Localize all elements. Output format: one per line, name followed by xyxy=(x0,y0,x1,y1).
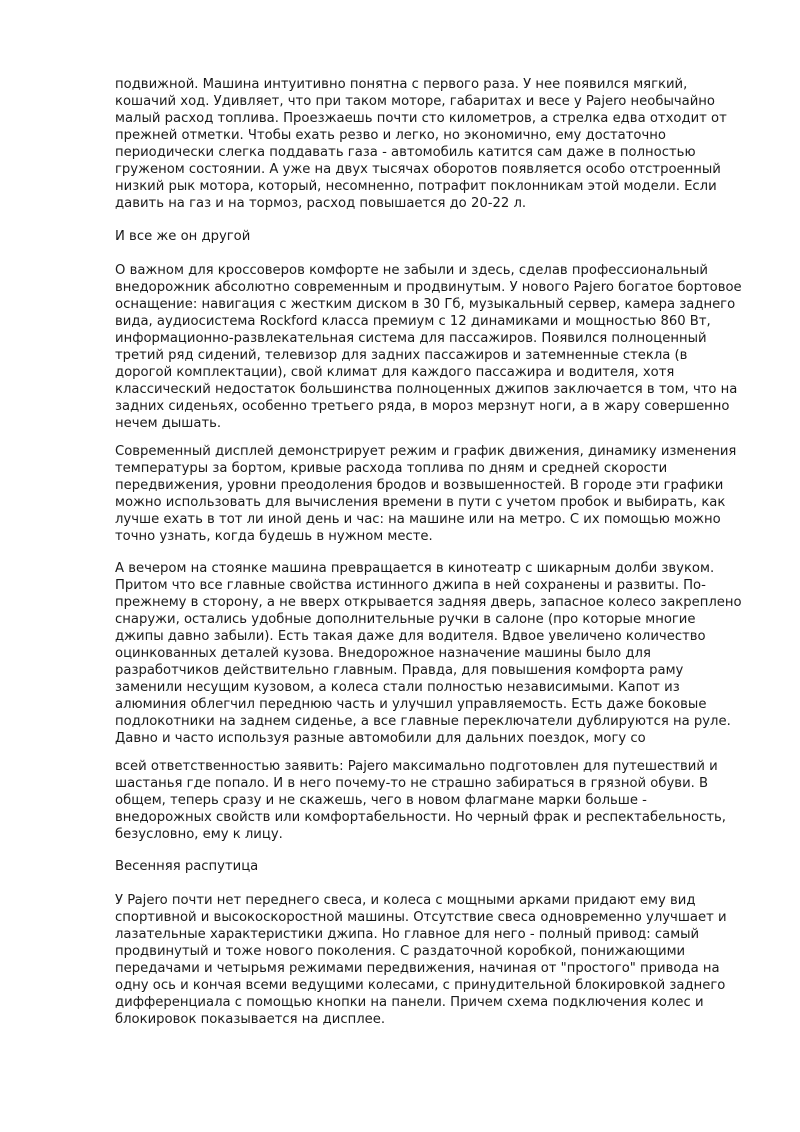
text-line: третий ряд сидений, телевизор для задних пассажиров и затемненные стекла (в xyxy=(115,348,688,363)
text-line: можно использовать для вычисления времени в пути с учетом пробок и выбирать, как xyxy=(115,495,726,510)
text-line: периодически слегка поддавать газа - автомобиль катится сам даже в полностью xyxy=(115,145,696,160)
text-line: разработчиков действительно главным. Правда, для повышения комфорта раму xyxy=(115,663,684,678)
text-line: подвижной. Машина интуитивно понятна с первого раза. У нее появился мягкий, xyxy=(115,77,688,92)
text-line: снаружи, остались удобные дополнительные ручки в салоне (про которые многие xyxy=(115,612,696,627)
section-heading-spring: Весенняя распутица xyxy=(115,859,259,874)
text-line: груженом состоянии. А уже на двух тысячах оборотов появляется особо отстроенный xyxy=(115,162,721,177)
text-line: алюминия облегчил переднюю часть и улучшил управляемость. Есть даже боковые xyxy=(115,697,707,712)
paragraph-comfort xyxy=(115,262,755,432)
text-line: внедорожник абсолютно современным и продвинутым. У нового Pajero богатое бортовое xyxy=(115,280,742,295)
text-line: У Pajero почти нет переднего свеса, и колеса с мощными арками придают ему вид xyxy=(115,893,696,908)
paragraph-display xyxy=(115,443,755,545)
text-line: безусловно, ему к лицу. xyxy=(115,827,283,842)
text-line: внедорожных свойств или комфортабельности. Но черный фрак и респектабельность, xyxy=(115,810,726,825)
text-line: оцинкованных деталей кузова. Внедорожное назначение машины было для xyxy=(115,646,651,661)
text-line: температуры за бортом, кривые расхода топлива по дням и средней скорости xyxy=(115,461,668,476)
text-line: малый расход топлива. Проезжаешь почти сто километров, а стрелка едва отходит от xyxy=(115,111,727,126)
text-line: нечем дышать. xyxy=(115,416,222,431)
text-line: Современный дисплей демонстрирует режим и график движения, динамику изменения xyxy=(115,444,737,459)
text-line: задних сиденьях, особенно третьего ряда, в мороз мерзнут ноги, а в жару совершенно xyxy=(115,399,730,414)
text-line: лучше ехать в тот ли иной день и час: на машине или на метро. С их помощью можно xyxy=(115,512,721,527)
text-line: Давно и часто используя разные автомобили для дальних поездок, могу со xyxy=(115,731,646,746)
text-line: шастанья где попало. И в него почему-то не страшно забираться в грязной обуви. В xyxy=(115,776,709,791)
text-line: лазательные характеристики джипа. Но главное для него - полный привод: самый xyxy=(115,927,700,942)
paragraph-fuel-economy xyxy=(115,76,755,212)
text-line: заменили несущим кузовом, а колеса стали полностью независимыми. Капот из xyxy=(115,680,680,695)
text-line: давить на газ и на тормоз, расход повышается до 20-22 л. xyxy=(115,196,527,211)
text-line: продвинутый и тоже нового поколения. С раздаточной коробкой, понижающими xyxy=(115,944,686,959)
text-line: передачами и четырьмя режимами передвижения, начиная от "простого" привода на xyxy=(115,961,720,976)
text-line: дифференциала с помощью кнопки на панели. Причем схема подключения колес и xyxy=(115,995,704,1010)
paragraph-drivetrain xyxy=(115,892,755,1028)
text-line: кошачий ход. Удивляет, что при таком моторе, габаритах и весе у Pajero необычайно xyxy=(115,94,715,109)
section-heading-different: И все же он другой xyxy=(115,229,251,244)
text-line: одну ось и кончая всеми ведущими колесами, с принудительной блокировкой заднего xyxy=(115,978,726,993)
text-line: классический недостаток большинства полноценных джипов заключается в том, что на xyxy=(115,382,738,397)
text-line: Притом что все главные свойства истинного джипа в ней сохранены и развиты. По- xyxy=(115,578,706,593)
text-line: передвижения, уровни преодоления бродов и возвышенностей. В городе эти графики xyxy=(115,478,724,493)
text-line: дорогой комплектации), свой климат для каждого пассажира и водителя, хотя xyxy=(115,365,675,380)
text-line: О важном для кроссоверов комфорте не забыли и здесь, сделав профессиональный xyxy=(115,263,708,278)
text-line: спортивной и высокоскоростной машины. Отсутствие свеса одновременно улучшает и xyxy=(115,910,727,925)
text-line: оснащение: навигация с жестким диском в 30 Гб, музыкальный сервер, камера заднего xyxy=(115,297,736,312)
text-line: всей ответственностью заявить: Pajero максимально подготовлен для путешествий и xyxy=(115,759,718,774)
text-line: общем, теперь сразу и не скажешь, чего в новом флагмане марки больше - xyxy=(115,793,647,808)
paragraph-responsibility xyxy=(115,758,755,843)
paragraph-evening xyxy=(115,560,755,747)
text-line: блокировок показывается на дисплее. xyxy=(115,1012,386,1027)
text-line: прежней отметки. Чтобы ехать резво и легко, но экономично, ему достаточно xyxy=(115,128,666,143)
text-line: точно узнать, когда будешь в нужном месте. xyxy=(115,529,433,544)
text-line: подлокотники на заднем сиденье, а все главные переключатели дублируются на руле. xyxy=(115,714,731,729)
text-line: низкий рык мотора, который, несомненно, потрафит поклонникам этой модели. Если xyxy=(115,179,717,194)
text-line: информационно-развлекательная система для пассажиров. Появился полноценный xyxy=(115,331,707,346)
text-line: вида, аудиосистема Rockford класса премиум с 12 динамиками и мощностью 860 Вт, xyxy=(115,314,711,329)
text-line: А вечером на стоянке машина превращается в кинотеатр с шикарным долби звуком. xyxy=(115,561,715,576)
text-line: прежнему в сторону, а не вверх открывается задняя дверь, запасное колесо закреплено xyxy=(115,595,742,610)
text-line: джипы давно забыли). Есть такая даже для водителя. Вдвое увеличено количество xyxy=(115,629,706,644)
